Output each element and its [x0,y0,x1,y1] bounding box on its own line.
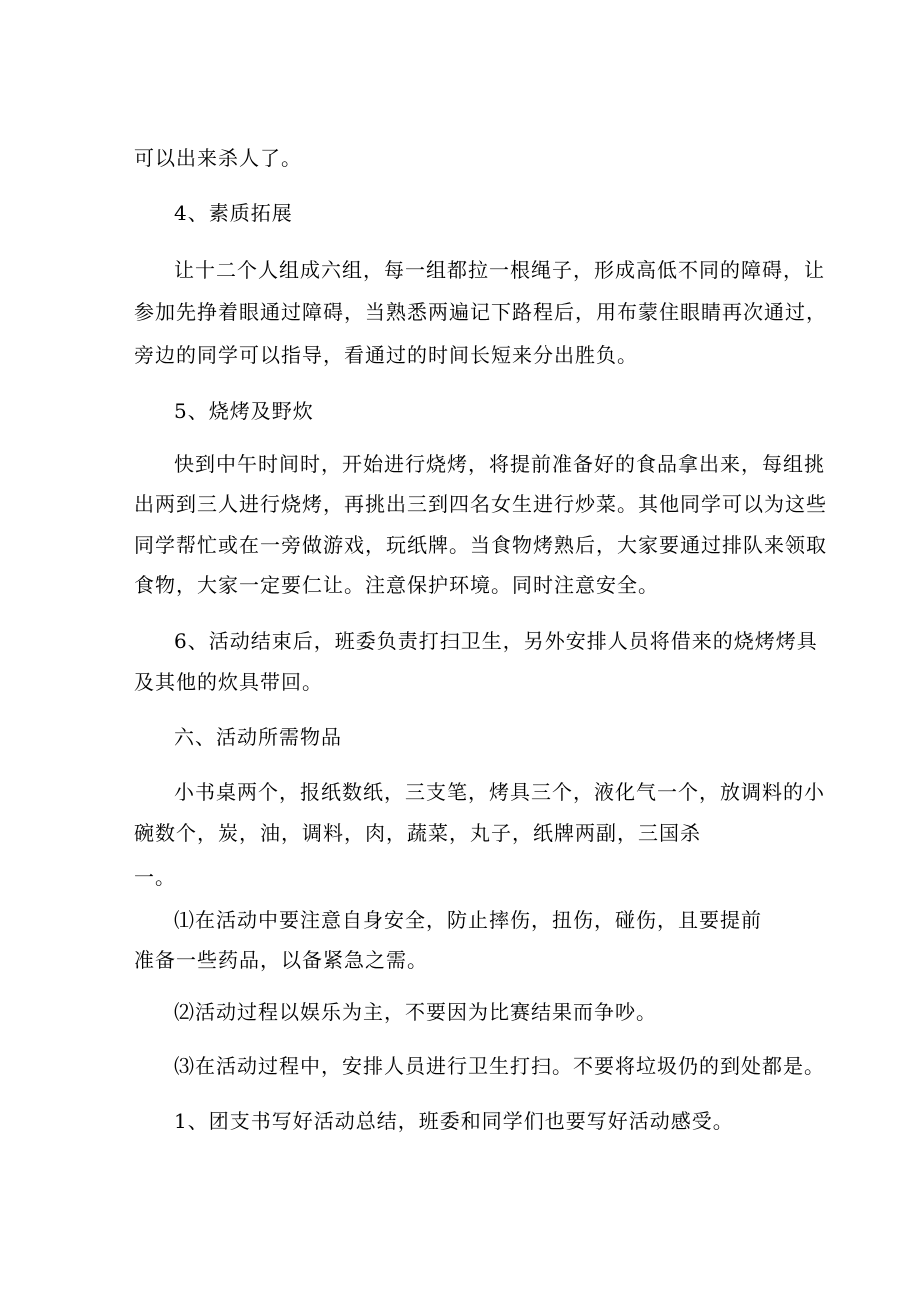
section-heading: 5、烧烤及野炊 [174,399,314,423]
list-item: ⑵活动过程以娱乐为主，不要因为比赛结果而争吵。 [174,1000,657,1024]
text-line: 及其他的炊具带回。 [134,670,323,694]
text-line: 小书桌两个，报纸数纸，三支笔，烤具三个，液化气一个，放调料的小 [174,780,825,804]
text-line: 出两到三人进行烧烤，再挑出三到四名女生进行炒菜。其他同学可以为这些 [134,492,827,516]
text-line: 食物，大家一定要仁让。注意保护环境。同时注意安全。 [134,573,659,597]
list-item: ⑶在活动过程中，安排人员进行卫生打扫。不要将垃圾仍的到处都是。 [174,1054,825,1078]
section-heading: 六、活动所需物品 [174,725,342,749]
text-line: 碗数个，炭，油，调料，肉，蔬菜，丸子，纸牌两副，三国杀 [134,821,701,845]
text-line: 旁边的同学可以指导，看通过的时间长短来分出胜负。 [134,343,638,367]
text-line: 让十二个人组成六组，每一组都拉一根绳子，形成高低不同的障碍，让 [174,258,825,282]
section-heading: 4、素质拓展 [174,201,293,225]
text-line: 一。 [134,865,176,889]
text-line: 6、活动结束后，班委负责打扫卫生，另外安排人员将借来的烧烤烤具 [174,629,818,653]
text-line: 1、团支书写好活动总结，班委和同学们也要写好活动感受。 [174,1109,734,1133]
text-line: 同学帮忙或在一旁做游戏，玩纸牌。当食物烤熟后，大家要通过排队来领取 [134,533,827,557]
text-line: 可以出来杀人了。 [134,146,302,170]
text-line: 准备一些药品，以备紧急之需。 [134,948,428,972]
text-line: 参加先挣着眼通过障碍，当熟悉两遍记下路程后，用布蒙住眼睛再次通过， [134,300,827,324]
list-item: ⑴在活动中要注意自身安全，防止摔伤，扭伤，碰伤，且要提前 [174,908,762,932]
text-line: 快到中午时间时，开始进行烧烤，将提前准备好的食品拿出来，每组挑 [174,452,825,476]
